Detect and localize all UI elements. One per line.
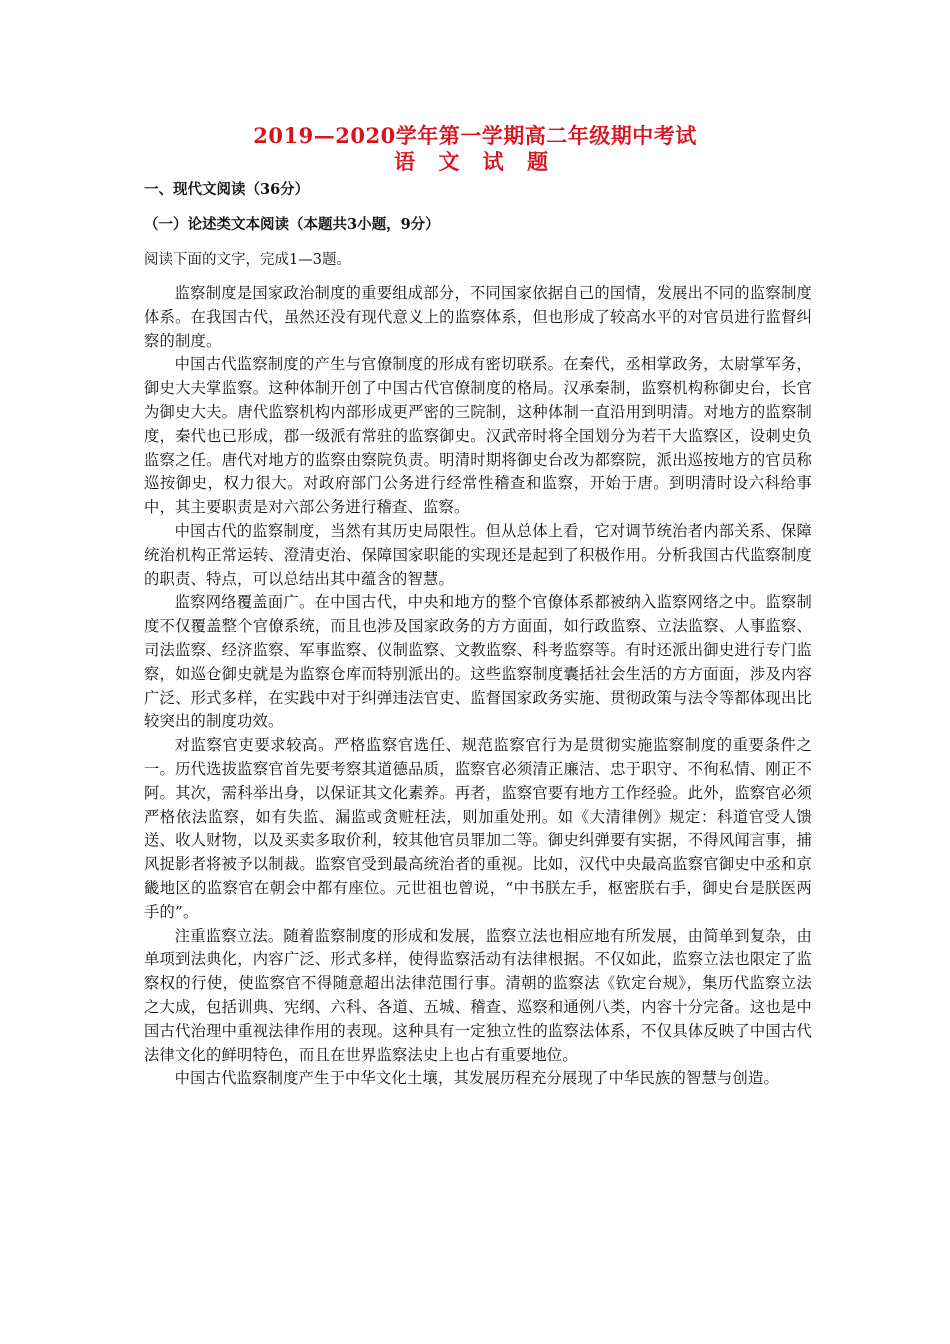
- article-paragraph: 中国古代监察制度的产生与官僚制度的形成有密切联系。在秦代，丞相掌政务，太尉掌军务，御史大夫掌监察。这种体制开创了中国古代官僚制度的格局。汉承秦制，监察机构称御史台，长官为御史大夫。唐代监察机构内部形成更严密的三院制，这种体制一直沿用到明清。对地方的监察制度，秦代也已形成，郡一级派有常驻的监察御史。汉武帝时将全国划分为若干大监察区，设刺史负监察之任。唐代对地方的监察由察院负责。明清时期将御史台改为都察院，派出巡按地方的官员称巡按御史，权力很大。对政府部门公务进行经常性稽查和监察，开始于唐。到明清时设六科给事中，其主要职责是对六部公务进行稽查、监察。: [144, 355, 812, 517]
- article-paragraph: 中国古代监察制度产生于中华文化土壤，其发展历程充分展现了中华民族的智慧与创造。: [174, 1069, 779, 1088]
- reading-instruction: 阅读下面的文字，完成1—3题。: [144, 252, 351, 268]
- exam-title-line1: 2019—2020学年第一学期高二年级期中考试: [253, 123, 697, 148]
- article-paragraph: 监察网络覆盖面广。在中国古代，中央和地方的整个官僚体系都被纳入监察网络之中。监察制度不仅覆盖整个官僚系统，而且也涉及国家政务的方方面面，如行政监察、立法监察、人事监察、司法监察、经济监察、军事监察、仪制监察、文教监察、科考监察等。有时还派出御史进行专门监察，如巡仓御史就是为监察仓库而特别派出的。这些监察制度囊括社会生活的方方面面，涉及内容广泛、形式多样，在实践中对于纠弹违法官吏、监督国家政务实施、贯彻政策与法令等都体现出比较突出的制度功效。: [144, 593, 812, 731]
- section-heading-modern-reading: 一、现代文阅读（36分）: [144, 181, 310, 198]
- article-paragraph: 对监察官吏要求较高。严格监察官选任、规范监察官行为是贯彻实施监察制度的重要条件之一。历代选拔监察官首先要考察其道德品质，监察官必须清正廉洁、忠于职守、不徇私情、刚正不阿。其次，需科举出身，以保证其文化素养。再者，监察官要有地方工作经验。此外，监察官必须严格依法监察，如有失监、漏监或贪赃枉法，则加重处刑。如《大清律例》规定：科道官受人馈送、收人财物，以及买卖多取价利，较其他官员罪加二等。御史纠弹要有实据，不得风闻言事，捕风捉影者将被予以制裁。监察官受到最高统治者的重视。比如，汉代中央最高监察官御史中丞和京畿地区的监察官在朝会中都有座位。元世祖也曾说，“中书朕左手，枢密朕右手，御史台是朕医两手的”。: [144, 736, 812, 921]
- article-paragraph: 监察制度是国家政治制度的重要组成部分，不同国家依据自己的国情，发展出不同的监察制度体系。在我国古代，虽然还没有现代意义上的监察体系，但也形成了较高水平的对官员进行监督纠察的制度。: [144, 284, 812, 350]
- article-body: [144, 282, 812, 1091]
- exam-title: [0, 123, 950, 175]
- article-paragraph: 中国古代的监察制度，当然有其历史局限性。但从总体上看，它对调节统治者内部关系、保障统治机构正常运转、澄清吏治、保障国家职能的实现还是起到了积极作用。分析我国古代监察制度的职责、特点，可以总结出其中蕴含的智慧。: [144, 521, 812, 588]
- exam-title-line2: 语 文 试 题: [394, 149, 556, 174]
- section-heading-argumentative-reading: （一）论述类文本阅读（本题共3小题，9分）: [144, 216, 440, 233]
- article-paragraph: 注重监察立法。随着监察制度的形成和发展，监察立法也相应地有所发展，由简单到复杂，由单项到法典化，内容广泛、形式多样，使得监察活动有法律根据。不仅如此，监察立法也限定了监察权的行使，使监察官不得随意超出法律范围行事。清朝的监察法《钦定台规》，集历代监察立法之大成，包括训典、宪纲、六科、各道、五城、稽查、巡察和通例八类，内容十分完备。这也是中国古代治理中重视法律作用的表现。这种具有一定独立性的监察法体系，不仅具体反映了中国古代法律文化的鲜明特色，而且在世界监察法史上也占有重要地位。: [144, 926, 812, 1064]
